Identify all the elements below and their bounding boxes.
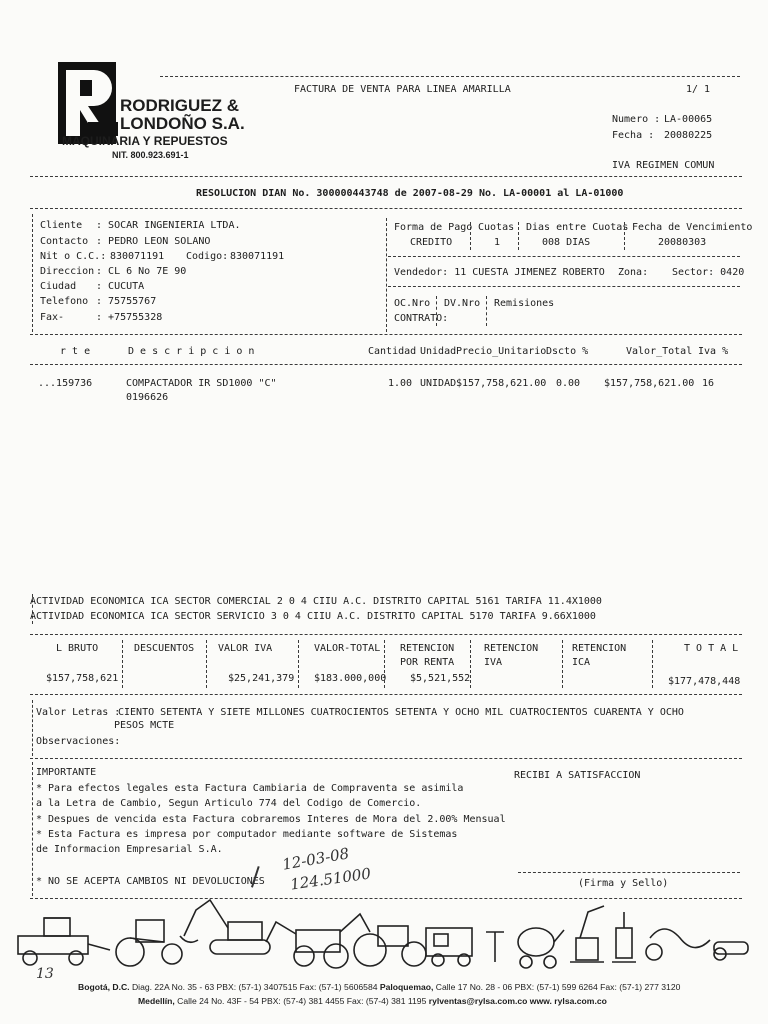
vendedor: Vendedor: 11 CUESTA JIMENEZ ROBERTO (394, 267, 605, 278)
valor-letras-line2: PESOS MCTE (114, 720, 175, 731)
corner-number: 13 (36, 966, 54, 982)
retencion-ica-label: RETENCION (572, 643, 627, 654)
footer-paloquemao: Paloquemao, (379, 982, 436, 992)
bruto-value: $157,758,621 (46, 673, 119, 684)
contacto-value: PEDRO LEON SOLANO (108, 236, 211, 247)
note-line2: a la Letra de Cambio, Segun Articulo 774 del Codigo de Comercio. (36, 798, 422, 809)
vencimiento-label: Fecha de Vencimiento (632, 222, 753, 233)
item-cantidad: 1.00 (388, 378, 413, 389)
iva-regimen: IVA REGIMEN COMUN (612, 160, 715, 171)
machinery-illustration (14, 892, 754, 974)
item-unidad: UNIDAD (420, 378, 457, 389)
col-iva: Iva % (698, 346, 729, 357)
item-iva: 16 (702, 378, 715, 389)
footer-bogota-address: Diag. 22A No. 35 - 63 PBX: (57-1) 3407515 Fax: (57-1) 5606584 (131, 982, 380, 992)
zona-label: Zona: (618, 267, 649, 278)
compactor-icon (354, 926, 426, 966)
valor-total-label: VALOR-TOTAL (314, 643, 381, 654)
dias-cuotas-label: Dias entre Cuotas (526, 222, 629, 233)
col-parte: r t e (60, 346, 91, 357)
col-valor: Valor_Total (626, 346, 693, 357)
direccion-label: Direccion (40, 266, 95, 277)
retencion-renta-label2: POR RENTA (400, 657, 455, 668)
numero-label: Numero : (612, 114, 661, 125)
col-descripcion: D e s c r i p c i o n (128, 346, 255, 357)
footer-paloquemao-address: Calle 17 No. 28 - 06 PBX: (57-1) 599 6264 Fax: (57-1) 277 3120 (435, 982, 681, 992)
item-valor: $157,758,621.00 (604, 378, 695, 389)
codigo-value: 830071191 (230, 251, 285, 262)
excavator-icon (180, 900, 270, 954)
generator-icon (426, 928, 472, 966)
note-line4: * Esta Factura es impresa por computador mediante software de Sistemas (36, 829, 458, 840)
item-precio: $157,758,621.00 (456, 378, 547, 389)
note-line5: de Informacion Empresarial S.A. (36, 844, 223, 855)
footer-web-email: rylventas@rylsa.com.co www. rylsa.com.co (428, 996, 607, 1006)
recibi-satisfaccion: RECIBI A SATISFACCION (514, 770, 641, 781)
item-descripcion-serial: 0196626 (126, 392, 169, 403)
vencimiento-value: 20080303 (658, 237, 707, 248)
telefono-value: 75755767 (108, 296, 157, 307)
ciudad-value: CUCUTA (108, 281, 145, 292)
contacto-label: Contacto (40, 236, 89, 247)
vibrator-hose-icon (646, 929, 710, 960)
grinder-icon (714, 942, 748, 960)
telefono-label: Telefono (40, 296, 89, 307)
item-descripcion: COMPACTADOR IR SD1000 "C" (126, 378, 277, 389)
contrato-label: CONTRATO: (394, 313, 449, 324)
retencion-iva-label: RETENCION (484, 643, 539, 654)
observaciones-label: Observaciones: (36, 736, 121, 747)
handwritten-date: 12-03-08 (280, 844, 351, 874)
footer-medellin: Medellín, (138, 996, 178, 1006)
resolucion-dian: RESOLUCION DIAN No. 300000443748 de 2007-08-29 No. LA-00001 al LA-01000 (196, 188, 624, 199)
rammer-icon (612, 912, 636, 962)
company-name-line1: RODRIGUEZ & (120, 96, 239, 115)
retencion-renta-label: RETENCION (400, 643, 455, 654)
note-line6: * NO SE ACEPTA CAMBIOS NI DEVOLUCIONES (36, 876, 265, 887)
valor-letras-line1: CIENTO SETENTA Y SIETE MILLONES CUATROCIENTOS SETENTA Y OCHO MIL CUATROCIENTOS CUARENTA Y OCHO (118, 707, 684, 718)
cliente-value: SOCAR INGENIERIA LTDA. (108, 220, 241, 231)
descuentos-label: DESCUENTOS (134, 643, 195, 654)
note-line3: * Despues de vencida esta Factura cobraremos Interes de Mora del 2.00% Mensual (36, 814, 506, 825)
backhoe-icon (266, 914, 370, 968)
cuotas-label: Cuotas (478, 222, 515, 233)
page-number: 1/ 1 (686, 84, 711, 95)
valor-letras-label: Valor Letras : (36, 707, 121, 718)
bruto-label: L BRUTO (56, 643, 99, 654)
nit-value: 830071191 (110, 251, 165, 262)
item-dscto: 0.00 (556, 378, 581, 389)
total-value: $177,478,448 (668, 676, 741, 687)
retencion-iva-label2: IVA (484, 657, 503, 668)
cuotas-value: 1 (494, 237, 501, 248)
col-cantidad: Cantidad (368, 346, 417, 357)
valor-total-value: $183.000,000 (314, 673, 387, 684)
company-nit: NIT. 800.923.691-1 (112, 150, 189, 160)
remisiones-label: Remisiones (494, 298, 555, 309)
footer-medellin-address: Calle 24 No. 43F - 54 PBX: (57-4) 381 4455 Fax: (57-4) 381 1195 (177, 996, 429, 1006)
footer-line2 (138, 996, 607, 1006)
jackhammer-icon (486, 932, 504, 962)
plate-compactor-icon (570, 906, 604, 962)
valor-iva-label: VALOR IVA (218, 643, 273, 654)
invoice-number: LA-00065 (664, 114, 713, 125)
retencion-ica-label2: ICA (572, 657, 591, 668)
valor-iva-value: $25,241,379 (228, 673, 295, 684)
col-precio: Precio_Unitario (456, 346, 547, 357)
actividad-servicio: ACTIVIDAD ECONOMICA ICA SECTOR SERVICIO 3 0 4 CIIU A.C. DISTRITO CAPITAL 5170 TARIFA 9.66X1000 (30, 611, 596, 622)
sector: Sector: 0420 (672, 267, 745, 278)
company-logo (58, 62, 124, 144)
dias-cuotas-value: 008 DIAS (542, 237, 591, 248)
retencion-renta-value: $5,521,552 (410, 673, 471, 684)
item-parte: ...159736 (38, 378, 93, 389)
total-label: T O T A L (684, 643, 739, 654)
company-tagline: MAQUINARIA Y REPUESTOS (62, 134, 228, 148)
roller-icon (116, 920, 182, 966)
ciudad-label: Ciudad (40, 281, 77, 292)
handwritten-stroke (251, 866, 273, 892)
logo-rl-icon (58, 62, 124, 144)
direccion-value: CL 6 No 7E 90 (108, 266, 187, 277)
company-name-line2: LONDOÑO S.A. (120, 114, 245, 133)
firma-sello: (Firma y Sello) (578, 878, 669, 889)
importante-heading: IMPORTANTE (36, 767, 97, 778)
nit-label: Nit o C.C.: (40, 251, 107, 262)
mixer-icon (518, 928, 564, 968)
dv-label: DV.Nro (444, 298, 481, 309)
invoice-date: 20080225 (664, 130, 713, 141)
fax-value: +75755328 (108, 312, 163, 323)
handwritten-number: 124.51000 (289, 864, 372, 894)
fax-label: Fax- (40, 312, 65, 323)
actividad-comercial: ACTIVIDAD ECONOMICA ICA SECTOR COMERCIAL 2 0 4 CIIU A.C. DISTRITO CAPITAL 5161 TARIFA 11.4X1000 (30, 596, 602, 607)
col-dscto: Dscto % (546, 346, 589, 357)
footer-bogota: Bogotá, D.C. (78, 982, 132, 992)
note-line1: * Para efectos legales esta Factura Cambiaria de Compraventa se asimila (36, 783, 464, 794)
codigo-label: Codigo: (186, 251, 229, 262)
forma-pago-value: CREDITO (410, 237, 453, 248)
paver-icon (18, 918, 110, 965)
forma-pago-label: Forma de Pago (394, 222, 473, 233)
cliente-label: Cliente (40, 220, 83, 231)
oc-label: OC.Nro (394, 298, 431, 309)
footer-line1 (78, 982, 680, 992)
fecha-label: Fecha : (612, 130, 655, 141)
document-title: FACTURA DE VENTA PARA LINEA AMARILLA (294, 84, 511, 95)
col-unidad: Unidad (420, 346, 457, 357)
